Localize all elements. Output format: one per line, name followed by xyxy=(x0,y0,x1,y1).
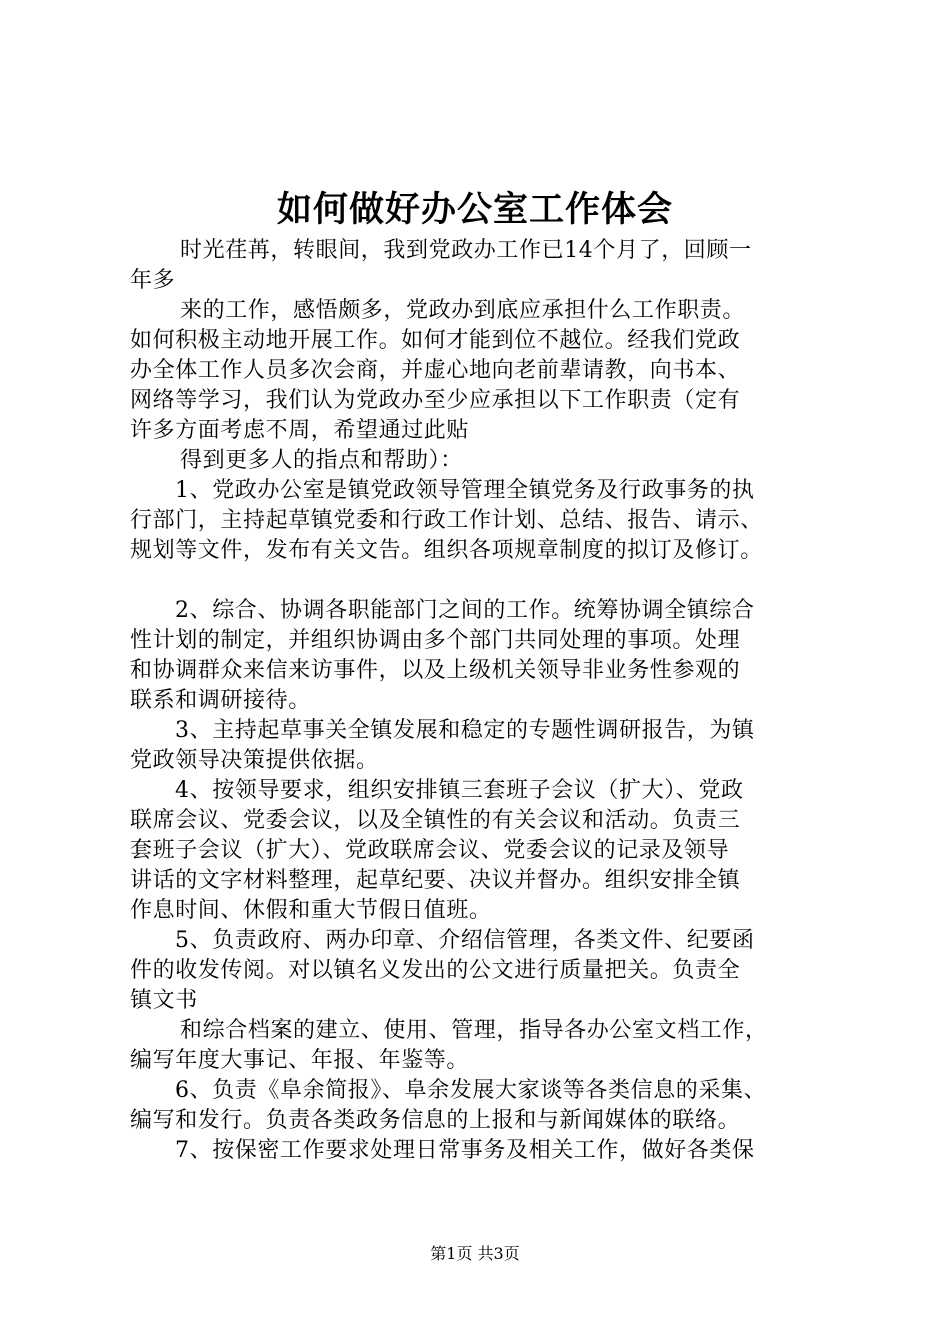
text-line: 编写和发行。负责各类政务信息的上报和与新闻媒体的联络。 xyxy=(130,1108,741,1133)
text-line: 编写年度大事记、年报、年鉴等。 xyxy=(130,1048,470,1073)
text-line: 联席会议、党委会议，以及全镇性的有关会议和活动。负责三 xyxy=(130,808,741,833)
text-line: 6、负责《阜余简报》、阜余发展大家谈等各类信息的采集、 xyxy=(175,1078,767,1103)
text-line: 年多 xyxy=(130,268,176,293)
text-line: 7、按保密工作要求处理日常事务及相关工作，做好各类保 xyxy=(175,1138,755,1163)
text-line: 4、按领导要求，组织安排镇三套班子会议（扩大）、党政 xyxy=(175,778,744,803)
text-line: 得到更多人的指点和帮助）： xyxy=(180,448,463,473)
text-line: 和综合档案的建立、使用、管理，指导各办公室文档工作， xyxy=(180,1018,768,1043)
document-title: 如何做好办公室工作体会 xyxy=(276,189,673,230)
text-line: 讲话的文字材料整理，起草纪要、决议并督办。组织安排全镇 xyxy=(130,868,741,893)
text-line: 2、综合、协调各职能部门之间的工作。统筹协调全镇综合 xyxy=(175,598,755,623)
paragraph-spacer xyxy=(130,566,830,596)
document-body xyxy=(130,236,830,1166)
page-number: 第1页 共3页 xyxy=(430,1244,520,1263)
text-line: 许多方面考虑不周，希望通过此贴 xyxy=(130,418,470,443)
text-line: 作息时间、休假和重大节假日值班。 xyxy=(130,898,492,923)
text-line: 件的收发传阅。对以镇名义发出的公文进行质量把关。负责全 xyxy=(130,958,741,983)
text-line: 性计划的制定，并组织协调由多个部门共同处理的事项。处理 xyxy=(130,628,741,653)
text-line: 联系和调研接待。 xyxy=(130,688,311,713)
text-line: 网络等学习，我们认为党政办至少应承担以下工作职责（定有 xyxy=(130,388,741,413)
text-line: 行部门，主持起草镇党委和行政工作计划、总结、报告、请示、 xyxy=(130,508,763,533)
text-line: 党政领导决策提供依据。 xyxy=(130,748,379,773)
text-line: 镇文书 xyxy=(130,988,198,1013)
text-line: 规划等文件，发布有关文告。组织各项规章制度的拟订及修订。 xyxy=(130,538,763,563)
text-line: 来的工作，感悟颇多，党政办到底应承担什么工作职责。 xyxy=(180,298,746,323)
text-line: 3、主持起草事关全镇发展和稳定的专题性调研报告，为镇 xyxy=(175,718,755,743)
text-line: 办全体工作人员多次会商，并虚心地向老前辈请教，向书本、 xyxy=(130,358,741,383)
text-line: 时光荏苒，转眼间，我到党政办工作已14个月了，回顾一 xyxy=(180,238,752,263)
text-line: 和协调群众来信来访事件，以及上级机关领导非业务性参观的 xyxy=(130,658,741,683)
text-line: 套班子会议（扩大）、党政联席会议、党委会议的记录及领导 xyxy=(130,838,730,863)
text-line: 1、党政办公室是镇党政领导管理全镇党务及行政事务的执 xyxy=(175,478,755,503)
text-line: 如何积极主动地开展工作。如何才能到位不越位。经我们党政 xyxy=(130,328,741,353)
text-line: 5、负责政府、两办印章、介绍信管理，各类文件、纪要函 xyxy=(175,928,755,953)
